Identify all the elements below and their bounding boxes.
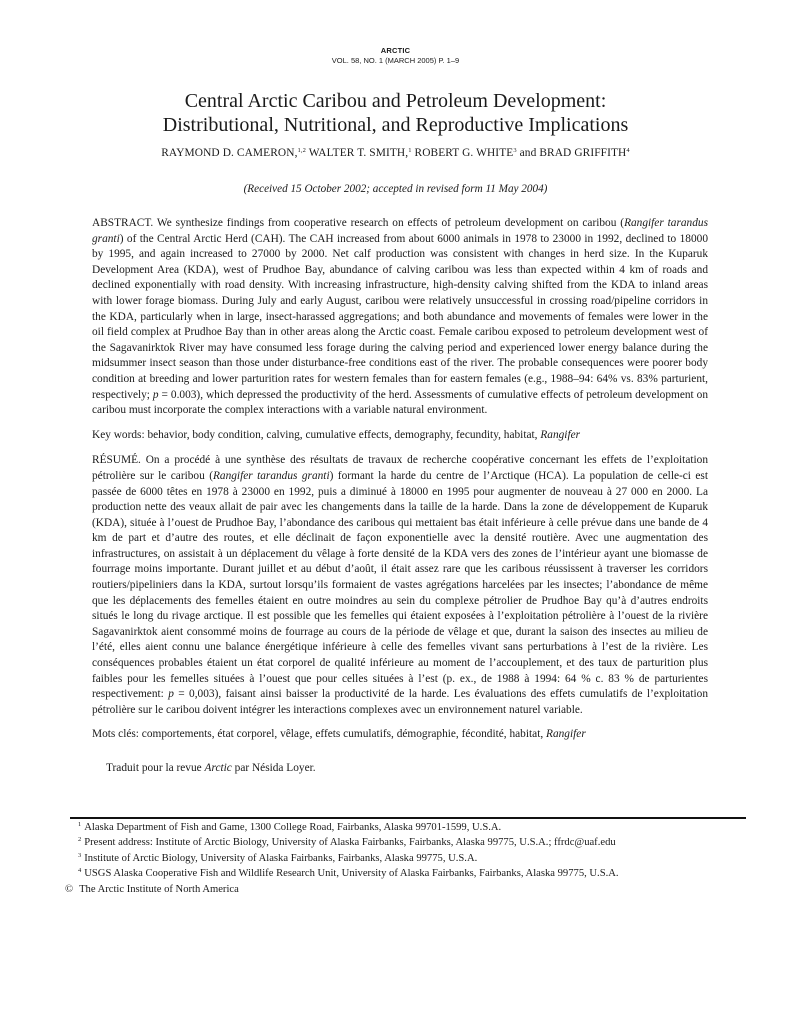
- author-list: [0, 146, 791, 160]
- abstract-text: ) of the Central Arctic Herd (CAH). The CAH increased from about 6000 animals in 1978 to 23000 in 1992, declined to 18000 by 1995, and again increased to 27000 by 2000. Net calf production was consistent with changes in herd size. In the Kuparuk Development Area (KDA), west of Prudhoe Bay, abundance of calving caribou was less than expected within 4 km of roads and declined exponentially with road density. With increasing infrastructure, high-density calving shifted from the KDA to inland areas with lower forage biomass. During July and early August, caribou were relatively unsuccessful in crossing road/pipeline corridors in the KDA, particularly when in large, insect-harassed aggregations; and both abundance and movements of females were lower in the oil field complex at Prudhoe Bay than in other areas along the Arctic coast. Female caribou exposed to petroleum development west of the Sagavanirktok River may have consumed less forage during the calving period and experienced lower energy balance during the midsummer insect season than those under disturbance-free conditions east of the river. The probable consequences were poorer body condition at breeding and lower parturition rates for western females than for eastern females (e.g., 1988–94: 64% vs. 83% parturient, respectively;: [92, 232, 708, 401]
- mots-cles: [92, 727, 708, 743]
- translation-journal: Arctic: [204, 762, 232, 774]
- resume-text: On a procédé à une synthèse des résultats de travaux de recherche coopérative concernant les effets de l’exploitation pétrolière sur le caribou (: [92, 454, 708, 482]
- p-symbol: p: [152, 388, 159, 401]
- copyright-icon: ©: [65, 883, 74, 895]
- title-line-1: Central Arctic Caribou and Petroleum Development:: [184, 90, 607, 112]
- keywords-label: Key words:: [92, 428, 145, 441]
- translation-credit: [106, 761, 791, 777]
- footnote-text: Present address: Institute of Arctic Biology, University of Alaska Fairbanks, Fairbanks, Alaska 99775, U.S.A.; ffrdc@uaf.edu: [84, 837, 616, 849]
- author-affiliation: 4: [626, 147, 630, 154]
- keywords-text: behavior, body condition, calving, cumulative effects, demography, fecundity, habitat,: [144, 428, 541, 441]
- footnote-mark: 2: [78, 836, 82, 844]
- mots-cles-text: comportements, état corporel, vêlage, effets cumulatifs, démographie, fécondité, habitat,: [138, 728, 547, 741]
- mots-cles-label: Mots clés:: [92, 728, 139, 741]
- author-name: WALTER T. SMITH,: [308, 147, 409, 159]
- p-symbol: p: [168, 688, 174, 701]
- journal-name: ARCTIC: [380, 46, 411, 55]
- author-name: RAYMOND D. CAMERON,: [161, 147, 298, 159]
- footnotes: [78, 820, 758, 882]
- footnote-text: USGS Alaska Cooperative Fish and Wildlife Research Unit, University of Alaska Fairbanks, Fairbanks, Alaska 99775, U.S.A.: [84, 868, 619, 880]
- page-footer: [0, 817, 791, 922]
- footnote: [78, 866, 758, 882]
- copyright-text: The Arctic Institute of North America: [79, 883, 239, 895]
- abstract-text: = 0.003), which depressed the productivity of the herd. Assessments of cumulative effects of petroleum development on caribou must incorporate the complex interactions with a variable natural environment.: [92, 388, 709, 417]
- footnote: [78, 851, 758, 867]
- article-title: [0, 89, 791, 137]
- abstract-label: ABSTRACT.: [92, 217, 154, 229]
- resume-text: = 0,003), faisant ainsi baisser la productivité de la harde. Les évaluations des effets cumulatifs de l’exploitation pétrolière sur le caribou doivent intégrer les interactions complexes avec un environnement naturel variable.: [92, 688, 708, 716]
- footnote-mark: 4: [78, 867, 82, 875]
- keyword-genus: Rangifer: [540, 428, 581, 441]
- footnote-mark: 3: [78, 851, 82, 859]
- footnote: [78, 835, 758, 851]
- journal-issue: VOL. 58, NO. 1 (MARCH 2005) P. 1–9: [331, 56, 460, 65]
- keywords: [92, 428, 708, 444]
- translation-prefix: Traduit pour la revue: [106, 762, 205, 774]
- copyright-notice: [65, 882, 791, 898]
- author-affiliation: 1,2: [297, 147, 306, 154]
- species-name: Rangifer tarandus granti: [212, 469, 330, 482]
- received-dates: (Received 15 October 2002; accepted in revised form 11 May 2004): [243, 183, 548, 195]
- species-name: Rangifer tarandus granti: [92, 217, 708, 245]
- abstract-text: We synthesize findings from cooperative research on effects of petroleum development on caribou (: [153, 217, 625, 229]
- author-name: ROBERT G. WHITE: [414, 147, 514, 159]
- resume: [92, 453, 708, 718]
- author-affiliation: 3: [513, 147, 517, 154]
- resume-text: ) formant la harde du centre de l’Arctique (HCA). La population de celle-ci est passée de 6000 têtes en 1978 à 23000 en 1992, puis a diminué à 18000 en 1995 pour augmenter de nouveau à 27 000 en 2000. La production nette des veaux allait de pair avec les changements dans la taille de la harde. Dans la zone de développement de Kuparuk (KDA), située à l’ouest de Prudhoe Bay, l’abondance des caribous qui mettaient bas était inférieure à celle prévue dans une bande de 4 km de part et d’autre des routes, et elle déclinait de façon exponentielle avec la densité routière. Avec une augmentation des infrastructures, on assistait à un déplacement du vêlage à forte densité de la KDA vers des zones de l’intérieur ayant une biomasse de fourrage moins importante. Durant juillet et au début d’août, il était assez rare que les caribous réussissent à traverser les corridors routiers/pipeliniers dans la KDA, surtout lorsqu’ils formaient de vastes agrégations harcelées par les insectes; l’abondance de même que les déplacements des femelles étaient en outre moindres au sein du complexe pétrolier de Prudhoe Bay qu’à d’autres endroits situés le long du rivage arctique. Il est possible que les femelles qui étaient exposées à l’exploitation pétrolière à l’ouest de la rivière Sagavanirktok aient consommé moins de fourrage au cours de la période de vêlage et que, durant la saison des insectes au milieu de l’été, elles aient connu une balance énergétique inférieure à celle des femelles vivant sans perturbations à l’est de la rivière. Les conséquences probables étaient un état corporel de qualité inférieure au moment de l’accouplement, et des taux de parturition plus faibles pour les femelles situées à l’ouest que pour celles situées à l’est (p. ex., de 1988 à 1994: 64 % c. 83 % de parturientes respectivement:: [92, 469, 708, 701]
- footnote-text: Institute of Arctic Biology, University of Alaska Fairbanks, Fairbanks, Alaska 99775, U.S.A.: [84, 852, 478, 864]
- resume-label: RÉSUMÉ.: [92, 454, 141, 467]
- keyword-genus: Rangifer: [546, 728, 586, 741]
- footnote-mark: 1: [78, 820, 82, 828]
- translation-suffix: par Nésida Loyer.: [231, 762, 316, 774]
- footnote-text: Alaska Department of Fish and Game, 1300 College Road, Fairbanks, Alaska 99701-1599, U.S.A.: [84, 821, 502, 833]
- author-affiliation: 1: [408, 147, 412, 154]
- abstract: [92, 216, 708, 419]
- title-line-2: Distributional, Nutritional, and Reproductive Implications: [162, 114, 629, 136]
- footnote: [78, 820, 758, 836]
- footnote-divider: [70, 817, 746, 819]
- author-name: and BRAD GRIFFITH: [519, 147, 627, 159]
